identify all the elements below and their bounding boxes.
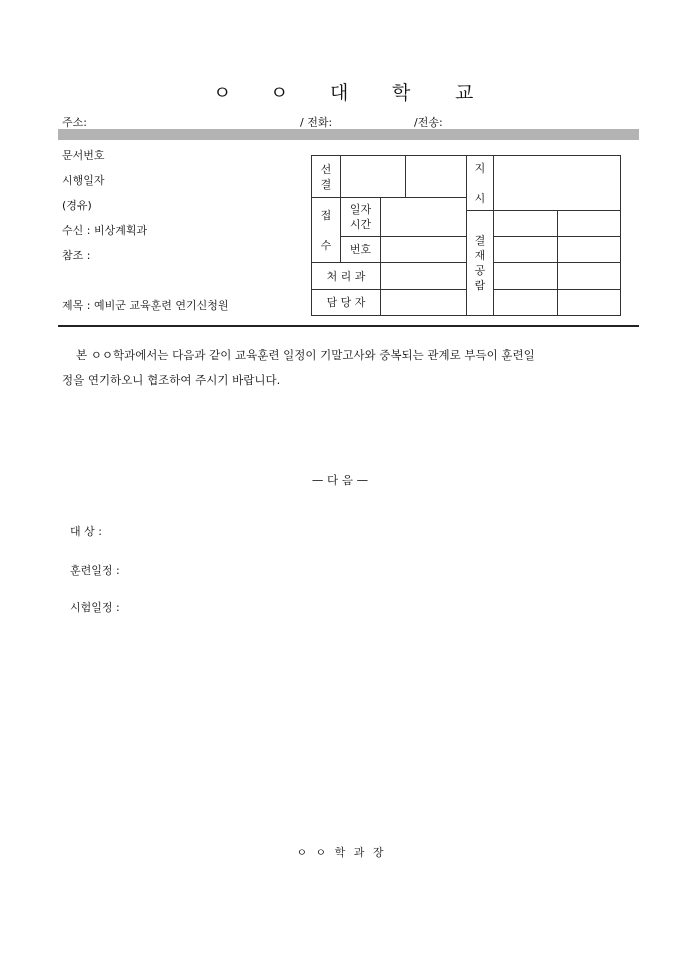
address-label: 주소: bbox=[62, 116, 87, 129]
jeopsu-cell: 접 수 bbox=[312, 198, 341, 263]
processing-dept-label: 처 리 과 bbox=[312, 263, 381, 290]
person-in-charge-box bbox=[381, 290, 467, 316]
exec-date-label: 시행일자 bbox=[62, 174, 105, 187]
jisi-cell: 지 시 bbox=[467, 156, 494, 211]
approval-box-3a bbox=[494, 263, 558, 290]
doc-number-label: 문서번호 bbox=[62, 149, 105, 162]
number-label: 번호 bbox=[341, 237, 381, 263]
next-heading: — 다 음 — bbox=[311, 473, 369, 487]
footer-signature: ㅇ ㅇ 학 과 장 bbox=[296, 846, 384, 859]
seongyeol-cell: 선 결 bbox=[312, 156, 341, 198]
phone-label: / 전화: bbox=[300, 116, 333, 129]
approval-box-2b bbox=[558, 237, 621, 263]
approval-table bbox=[311, 155, 621, 316]
body-line-1: 본 ㅇㅇ학과에서는 다음과 같이 교육훈련 일정이 기말고사와 중복되는 관계로 부득이 훈련일 bbox=[76, 348, 535, 362]
training-schedule-item: 훈련일정 : bbox=[70, 564, 120, 577]
number-box bbox=[381, 237, 467, 263]
section-rule bbox=[58, 325, 639, 327]
approval-box-4a bbox=[494, 290, 558, 316]
date-time-label: 일자 시간 bbox=[341, 198, 381, 237]
approval-box-4b bbox=[558, 290, 621, 316]
approval-box-3b bbox=[558, 263, 621, 290]
approval-box-2a bbox=[494, 237, 558, 263]
fax-label: /전송: bbox=[414, 116, 443, 129]
jisi-box bbox=[494, 156, 621, 211]
approval-box-1a bbox=[494, 211, 558, 237]
exam-schedule-item: 시험일정 : bbox=[70, 601, 120, 614]
header-divider-bar bbox=[58, 129, 639, 140]
subject-label: 제목 : 예비군 교육훈련 연기신청원 bbox=[62, 299, 229, 312]
target-item: 대 상 : bbox=[70, 525, 102, 538]
processing-dept-box bbox=[381, 263, 467, 290]
person-in-charge-label: 담 당 자 bbox=[312, 290, 381, 316]
approval-box-1b bbox=[558, 211, 621, 237]
gyeoljae-gongram-cell: 결 재 공 람 bbox=[467, 211, 494, 316]
date-time-box bbox=[381, 198, 467, 237]
via-label: (경유) bbox=[62, 199, 92, 212]
reference-label: 참조 : bbox=[62, 249, 91, 262]
body-line-2: 정을 연기하오니 협조하여 주시기 바랍니다. bbox=[62, 373, 281, 387]
recipient-label: 수신 : 비상계획과 bbox=[62, 224, 148, 237]
seongyeol-box-2 bbox=[406, 156, 467, 198]
seongyeol-box-1 bbox=[341, 156, 406, 198]
